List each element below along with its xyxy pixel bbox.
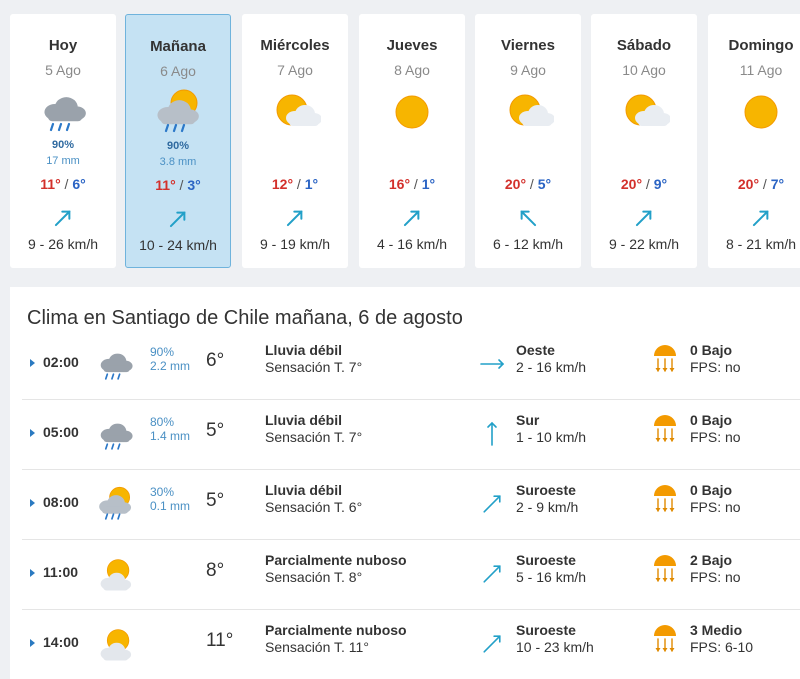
day-name: Sábado [616,37,672,54]
wind-direction: Suroeste [516,482,576,498]
temp-min: 7° [770,176,785,192]
rain-probability: 30% [150,485,175,499]
sun-cloud-icon [95,555,135,595]
temp-max: 11° [40,176,61,192]
day-date: 8 Ago [394,62,430,78]
expand-triangle-icon[interactable] [30,429,35,437]
uv-index: 0 Bajo [690,412,733,428]
hour-label: 05:00 [43,424,79,440]
hour-label: 08:00 [43,494,79,510]
feels-like: Sensación T. 7° [265,359,363,375]
wind-arrow-icon [477,351,507,377]
wind-speed: 2 - 9 km/h [516,499,579,515]
wind-speed: 6 - 12 km/h [492,236,564,252]
temperature: 6° [206,350,225,371]
rain-amount: 2.2 mm [150,359,191,373]
expand-triangle-icon[interactable] [30,359,35,367]
wind-speed: 5 - 16 km/h [516,569,587,585]
day-name: Mañana [150,38,206,55]
wind-speed: 1 - 10 km/h [516,429,587,445]
temperature-range: 16° / 1° [388,176,436,192]
uv-sun-icon [651,624,679,654]
rain-amount: 1.4 mm [150,429,191,443]
hourly-forecast-panel [10,287,800,679]
uv-sun-icon [651,344,679,374]
temp-min: 1° [421,176,436,192]
rain-probability: 80% [150,415,175,429]
wind-arrow-icon [477,631,507,657]
hourly-row[interactable] [22,401,800,470]
hour-label: 02:00 [43,354,79,370]
sun-icon [735,86,787,138]
hourly-row[interactable] [22,471,800,540]
temperature: 8° [206,560,225,581]
partly-cloudy-icon [618,86,670,138]
wind-speed: 10 - 24 km/h [139,237,217,253]
temperature-range: 20° / 5° [504,176,552,192]
wind-speed: 10 - 23 km/h [516,639,594,655]
day-card-miercoles[interactable] [242,14,348,268]
hourly-row[interactable] [22,611,800,679]
fps-value: FPS: no [690,499,741,515]
day-date: 9 Ago [510,62,546,78]
rain-probability: 90% [51,139,75,151]
wind-speed: 9 - 19 km/h [259,236,331,252]
uv-sun-icon [651,484,679,514]
temperature: 5° [206,420,225,441]
wind-arrow-icon [166,207,190,231]
wind-arrow-icon [477,561,507,587]
wind-arrow-icon [516,206,540,230]
weather-description: Lluvia débil [265,412,343,428]
uv-index: 3 Medio [690,622,743,638]
temperature-range: 11° / 3° [155,177,201,193]
temperature-range: 11° / 6° [40,176,86,192]
fps-value: FPS: 6-10 [690,639,754,655]
feels-like: Sensación T. 8° [265,569,363,585]
day-date: 10 Ago [622,62,666,78]
temperature: 5° [206,490,225,511]
temp-max: 11° [155,177,176,193]
day-date: 6 Ago [160,63,196,79]
weather-description: Lluvia débil [265,482,343,498]
sun-rain-cloud-icon [152,87,204,139]
weather-description: Parcialmente nuboso [265,622,407,638]
temp-min: 6° [72,176,86,192]
hourly-title: Clima en Santiago de Chile mañana, 6 de agosto [27,307,463,329]
day-name: Jueves [386,37,438,54]
temp-min: 1° [304,176,319,192]
sun-icon [386,86,438,138]
weather-description: Lluvia débil [265,342,343,358]
wind-arrow-icon [477,491,507,517]
day-name: Hoy [48,37,78,54]
hour-label: 11:00 [43,564,79,580]
rain-amount: 0.1 mm [150,499,191,513]
temperature-range: 12° / 1° [271,176,319,192]
temp-max: 20° [737,176,760,192]
wind-speed: 9 - 22 km/h [608,236,680,252]
fps-value: FPS: no [690,569,741,585]
fps-value: FPS: no [690,429,741,445]
hourly-row[interactable] [22,541,800,610]
wind-arrow-icon [283,206,307,230]
day-card-jueves[interactable] [359,14,465,268]
day-name: Viernes [501,37,555,54]
hour-label: 14:00 [43,634,79,650]
day-card-sabado[interactable] [591,14,697,268]
sun-cloud-icon [95,625,135,665]
temperature-range: 20° / 9° [620,176,668,192]
temp-max: 20° [620,176,643,192]
wind-speed: 4 - 16 km/h [376,236,448,252]
wind-speed: 8 - 21 km/h [725,236,797,252]
partly-cloudy-icon [269,86,321,138]
temperature-range: 20° / 7° [737,176,785,192]
day-card-manana[interactable] [125,14,231,268]
temp-max: 16° [388,176,411,192]
temp-min: 9° [653,176,668,192]
temp-min: 5° [537,176,552,192]
wind-arrow-icon [749,206,773,230]
expand-triangle-icon[interactable] [30,499,35,507]
expand-triangle-icon[interactable] [30,639,35,647]
wind-direction: Suroeste [516,552,576,568]
wind-arrow-icon [477,421,507,447]
partly-cloudy-icon [502,86,554,138]
temp-max: 20° [504,176,527,192]
rain-amount: 3.8 mm [159,156,197,168]
temp-min: 3° [187,177,201,193]
rain-amount: 17 mm [46,155,80,167]
sun-rain-cloud-icon [95,485,135,525]
wind-arrow-icon [400,206,424,230]
uv-index: 2 Bajo [690,552,733,568]
expand-triangle-icon[interactable] [30,569,35,577]
wind-direction: Sur [516,412,540,428]
day-card-hoy[interactable] [10,14,116,268]
feels-like: Sensación T. 6° [265,499,363,515]
temp-max: 12° [271,176,294,192]
wind-direction: Oeste [516,342,555,358]
day-date: 7 Ago [277,62,313,78]
wind-speed: 2 - 16 km/h [516,359,587,375]
wind-arrow-icon [632,206,656,230]
uv-index: 0 Bajo [690,482,733,498]
wind-direction: Suroeste [516,622,576,638]
fps-value: FPS: no [690,359,741,375]
day-date: 11 Ago [739,62,783,78]
hourly-row[interactable] [22,331,800,400]
rain-probability: 90% [150,345,175,359]
uv-sun-icon [651,414,679,444]
uv-index: 0 Bajo [690,342,733,358]
rain-probability: 90% [166,140,190,152]
day-card-viernes[interactable] [475,14,581,268]
feels-like: Sensación T. 11° [265,639,369,655]
wind-speed: 9 - 26 km/h [27,236,99,252]
rain-cloud-icon [95,345,135,385]
wind-arrow-icon [51,206,75,230]
weather-description: Parcialmente nuboso [265,552,407,568]
day-date: 5 Ago [45,62,81,78]
day-card-domingo[interactable] [708,14,800,268]
feels-like: Sensación T. 7° [265,429,363,445]
day-name: Domingo [728,37,794,54]
uv-sun-icon [651,554,679,584]
day-name: Miércoles [260,37,330,54]
rain-cloud-icon [37,86,89,138]
rain-cloud-icon [95,415,135,455]
temperature: 11° [206,630,234,651]
daily-forecast-strip [0,0,800,280]
